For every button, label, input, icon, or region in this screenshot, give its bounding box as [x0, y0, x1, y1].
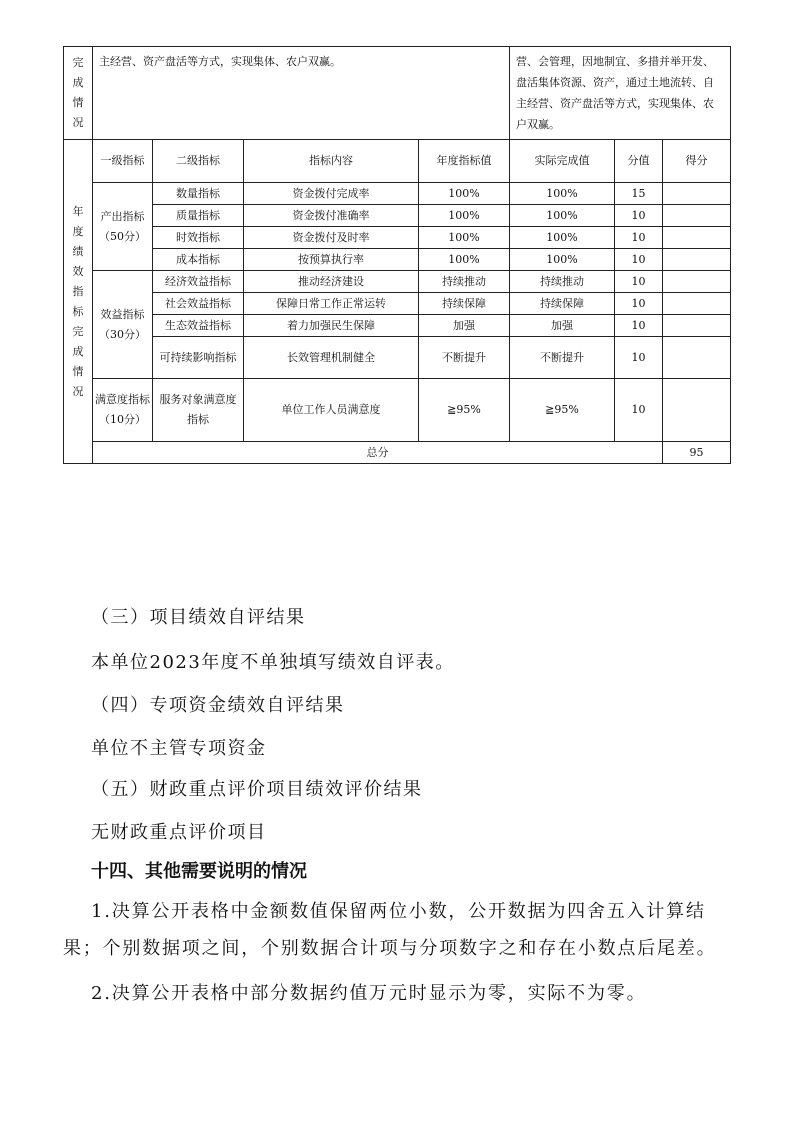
section-3-body: 本单位2023年度不单独填写绩效自评表。	[91, 652, 455, 673]
score-value: 10	[615, 249, 663, 271]
second-indicator: 质量指标	[153, 205, 244, 227]
second-indicator: 时效指标	[153, 227, 244, 249]
completion-right-text: 营、会管理，因地制宜、多措并举开发、盘活集体资源、资产，通过土地流转、自主经营、资产盘活等方式，实现集体、农户双赢。	[510, 47, 731, 140]
target-value: 加强	[419, 315, 510, 337]
target-value: 100%	[419, 183, 510, 205]
second-indicator: 数量指标	[153, 183, 244, 205]
got-value	[663, 315, 731, 337]
target-value: ≧95%	[419, 379, 510, 442]
target-value: 100%	[419, 227, 510, 249]
got-value	[663, 227, 731, 249]
score-value: 10	[615, 271, 663, 293]
score-value: 15	[615, 183, 663, 205]
got-value	[663, 205, 731, 227]
section-14-title: 十四、其他需要说明的情况	[91, 861, 307, 882]
section-5-title: （五）财政重点评价项目绩效评价结果	[91, 779, 423, 800]
got-value	[663, 379, 731, 442]
group-label: 效益指标（30分）	[93, 271, 153, 379]
actual-value: ≧95%	[510, 379, 615, 442]
score-value: 10	[615, 337, 663, 379]
indicator-content: 按预算执行率	[244, 249, 419, 271]
indicator-content: 资金拨付准确率	[244, 205, 419, 227]
actual-value: 100%	[510, 227, 615, 249]
header-cell: 年度指标值	[419, 140, 510, 183]
header-cell: 一级指标	[93, 140, 153, 183]
total-label: 总分	[93, 442, 663, 464]
indicator-content: 保障日常工作正常运转	[244, 293, 419, 315]
completion-left-text: 主经营、资产盘活等方式，实现集体、农户双赢。	[93, 47, 510, 140]
performance-table	[63, 46, 731, 464]
second-indicator: 社会效益指标	[153, 293, 244, 315]
header-cell: 分值	[615, 140, 663, 183]
got-value	[663, 249, 731, 271]
group-label: 满意度指标（10分）	[93, 379, 153, 442]
score-value: 10	[615, 315, 663, 337]
actual-value: 加强	[510, 315, 615, 337]
section-4-title: （四）专项资金绩效自评结果	[91, 695, 345, 716]
side-label: 年度绩效指标完成情况	[64, 140, 93, 464]
actual-value: 100%	[510, 183, 615, 205]
note-paragraph-1: 1.决算公开表格中金额数值保留两位小数，公开数据为四舍五入计算结果；个别数据项之间，个别数据合计项与分项数字之和存在小数点后尾差。	[63, 901, 717, 959]
got-value	[663, 271, 731, 293]
indicator-content: 资金拨付及时率	[244, 227, 419, 249]
second-indicator: 服务对象满意度指标	[153, 379, 244, 442]
indicator-content: 单位工作人员满意度	[244, 379, 419, 442]
group-label: 产出指标（50分）	[93, 183, 153, 271]
second-indicator: 成本指标	[153, 249, 244, 271]
header-cell: 二级指标	[153, 140, 244, 183]
got-value	[663, 183, 731, 205]
total-score: 95	[663, 442, 731, 464]
note-paragraph-2: 2.决算公开表格中部分数据约值万元时显示为零，实际不为零。	[91, 983, 647, 1004]
actual-value: 100%	[510, 205, 615, 227]
indicator-content: 资金拨付完成率	[244, 183, 419, 205]
indicator-content: 着力加强民生保障	[244, 315, 419, 337]
got-value	[663, 337, 731, 379]
target-value: 100%	[419, 249, 510, 271]
completion-label: 完成情况	[64, 47, 93, 140]
score-value: 10	[615, 293, 663, 315]
actual-value: 不断提升	[510, 337, 615, 379]
header-cell: 指标内容	[244, 140, 419, 183]
second-indicator: 可持续影响指标	[153, 337, 244, 379]
target-value: 持续推动	[419, 271, 510, 293]
score-value: 10	[615, 227, 663, 249]
section-3-title: （三）项目绩效自评结果	[91, 607, 306, 628]
section-4-body: 单位不主管专项资金	[91, 738, 267, 759]
second-indicator: 生态效益指标	[153, 315, 244, 337]
target-value: 持续保障	[419, 293, 510, 315]
indicator-content: 推动经济建设	[244, 271, 419, 293]
score-value: 10	[615, 379, 663, 442]
section-5-body: 无财政重点评价项目	[91, 822, 267, 843]
second-indicator: 经济效益指标	[153, 271, 244, 293]
actual-value: 100%	[510, 249, 615, 271]
score-value: 10	[615, 205, 663, 227]
actual-value: 持续保障	[510, 293, 615, 315]
got-value	[663, 293, 731, 315]
header-cell: 实际完成值	[510, 140, 615, 183]
header-cell: 得分	[663, 140, 731, 183]
target-value: 100%	[419, 205, 510, 227]
actual-value: 持续推动	[510, 271, 615, 293]
indicator-content: 长效管理机制健全	[244, 337, 419, 379]
target-value: 不断提升	[419, 337, 510, 379]
